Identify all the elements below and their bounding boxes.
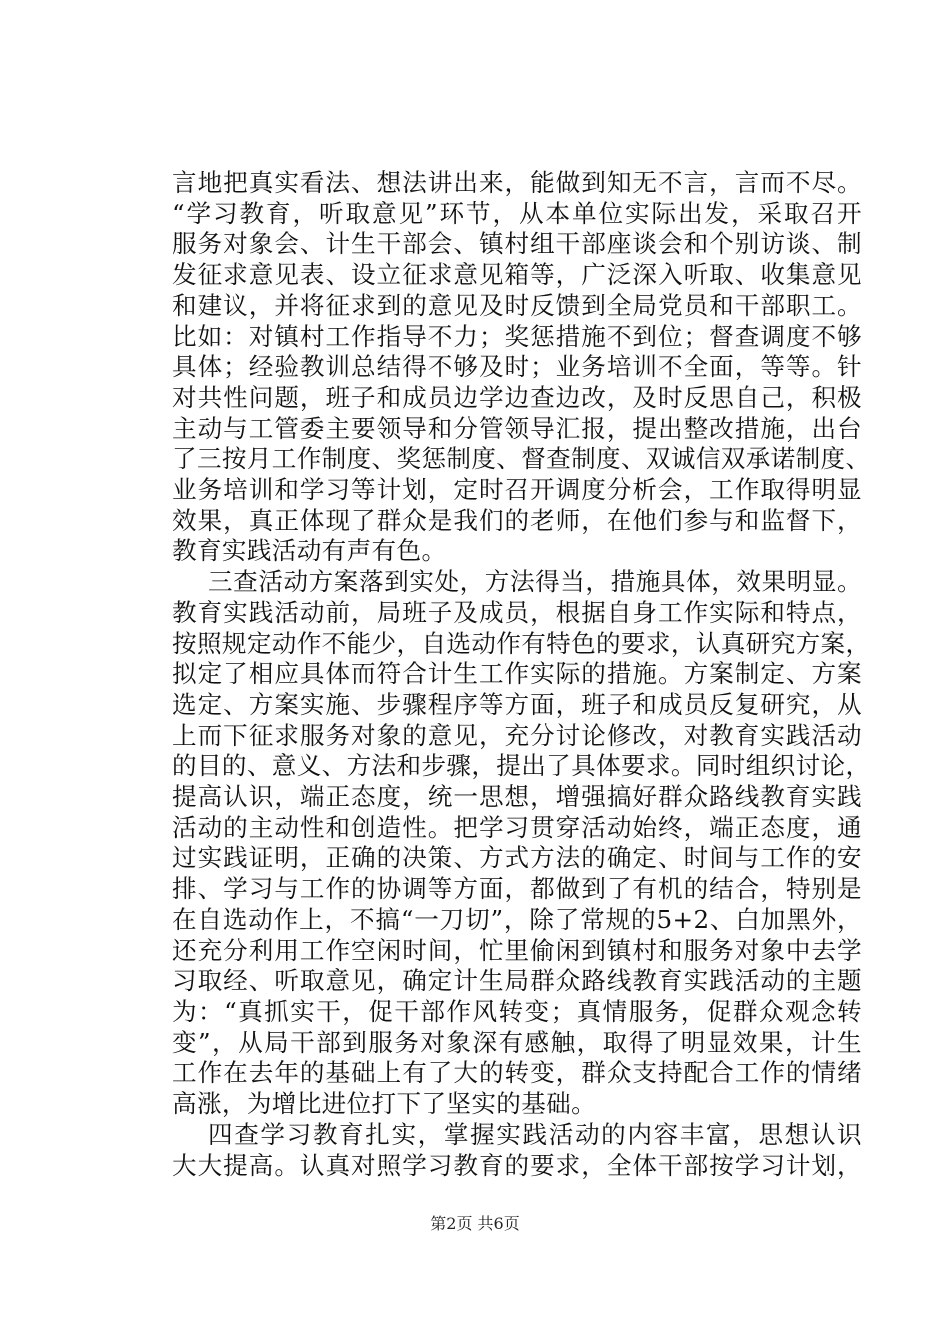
text-line: 服务对象会、计生干部会、镇村组干部座谈会和个别访谈、制 bbox=[172, 229, 862, 259]
text-line: 对共性问题，班子和成员边学边查边改，及时反思自己，积极 bbox=[172, 382, 862, 412]
text-line: 言地把真实看法、想法讲出来，能做到知无不言，言而不尽。 bbox=[172, 168, 862, 197]
text-line: 排、学习与工作的协调等方面，都做到了有机的结合，特别是 bbox=[172, 874, 862, 904]
text-line: 习取经、听取意见，确定计生局群众路线教育实践活动的主题 bbox=[172, 966, 862, 996]
text-line: 选定、方案实施、步骤程序等方面，班子和成员反复研究，从 bbox=[172, 689, 862, 719]
text-line: 活动的主动性和创造性。把学习贯穿活动始终，端正态度，通 bbox=[172, 812, 862, 842]
text-line: 发征求意见表、设立征求意见箱等，广泛深入听取、收集意见 bbox=[172, 260, 862, 290]
body-text bbox=[172, 168, 871, 1181]
text-line: 三查活动方案落到实处，方法得当，措施具体，效果明显。 bbox=[208, 567, 862, 597]
text-line: 还充分利用工作空闲时间，忙里偷闲到镇村和服务对象中去学 bbox=[172, 935, 862, 965]
text-line: 按照规定动作不能少，自选动作有特色的要求，认真研究方案， bbox=[172, 628, 871, 658]
text-line: 高涨，为增比进位打下了坚实的基础。 bbox=[172, 1089, 597, 1119]
page-number: 第2页 共6页 bbox=[430, 1214, 520, 1233]
text-line: “学习教育，听取意见”环节，从本单位实际出发，采取召开 bbox=[172, 198, 862, 228]
text-line: 过实践证明，正确的决策、方式方法的确定、时间与工作的安 bbox=[172, 843, 862, 873]
text-line: 教育实践活动有声有色。 bbox=[172, 536, 447, 566]
text-line: 教育实践活动前，局班子及成员，根据自身工作实际和特点， bbox=[172, 597, 862, 627]
text-line: 四查学习教育扎实，掌握实践活动的内容丰富，思想认识 bbox=[208, 1119, 862, 1149]
text-line: 为：“真抓实干，促干部作风转变；真情服务，促群众观念转 bbox=[172, 996, 862, 1026]
text-line: 大大提高。认真对照学习教育的要求，全体干部按学习计划， bbox=[172, 1150, 862, 1180]
text-line: 工作在去年的基础上有了大的转变，群众支持配合工作的情绪 bbox=[172, 1058, 862, 1088]
text-line: 提高认识，端正态度，统一思想，增强搞好群众路线教育实践 bbox=[172, 782, 862, 812]
text-line: 了三按月工作制度、奖惩制度、督查制度、双诚信双承诺制度、 bbox=[172, 444, 871, 474]
text-line: 和建议，并将征求到的意见及时反馈到全局党员和干部职工。 bbox=[172, 290, 862, 320]
text-line: 拟定了相应具体而符合计生工作实际的措施。方案制定、方案 bbox=[172, 659, 862, 689]
text-line: 变”，从局干部到服务对象深有感触，取得了明显效果，计生 bbox=[172, 1027, 862, 1057]
text-line: 的目的、意义、方法和步骤，提出了具体要求。同时组织讨论， bbox=[172, 751, 871, 781]
text-line: 在自选动作上，不搞“一刀切”，除了常规的5+2、白加黑外， bbox=[172, 904, 862, 934]
text-line: 业务培训和学习等计划，定时召开调度分析会，工作取得明显 bbox=[172, 475, 862, 505]
text-line: 上而下征求服务对象的意见，充分讨论修改，对教育实践活动 bbox=[172, 720, 862, 750]
text-line: 比如：对镇村工作指导不力；奖惩措施不到位；督查调度不够 bbox=[172, 321, 862, 351]
text-line: 效果，真正体现了群众是我们的老师，在他们参与和监督下， bbox=[172, 505, 862, 535]
text-line: 主动与工管委主要领导和分管领导汇报，提出整改措施，出台 bbox=[172, 413, 862, 443]
text-line: 具体；经验教训总结得不够及时；业务培训不全面，等等。针 bbox=[172, 352, 862, 382]
